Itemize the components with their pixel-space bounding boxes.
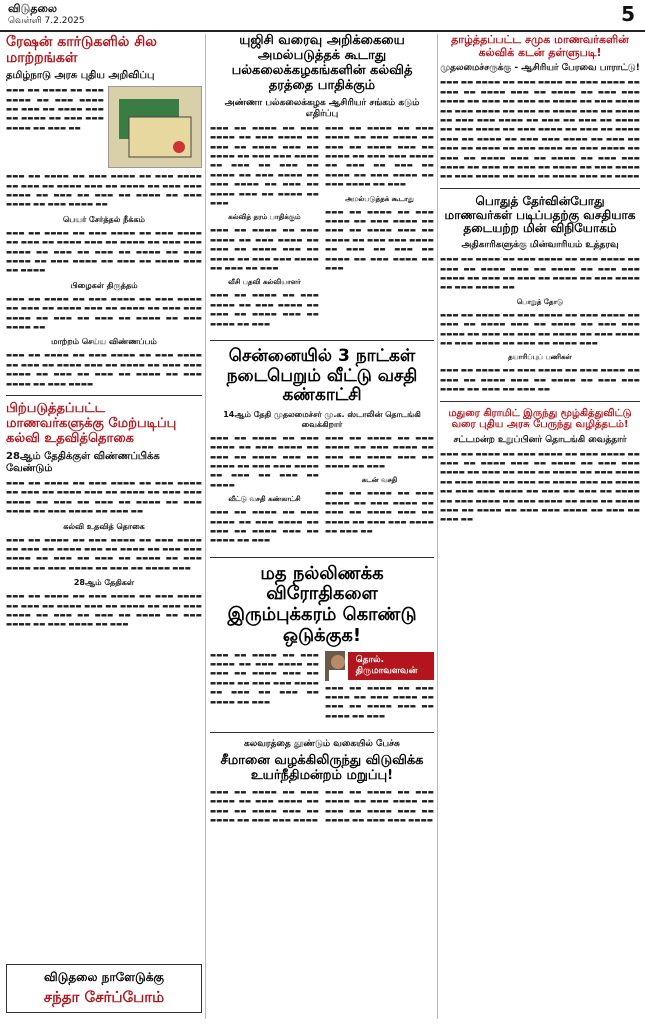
scholarship-subhead: 28ஆம் தேதிக்குள் விண்ணப்பிக்க வேண்டும் [6, 450, 160, 474]
ugc-subhead: அண்ணா பல்கலைக்கழக ஆசிரியர் சங்கம் கடும் எதிர்ப்பு [224, 97, 420, 119]
seeman-subhead: கலவரத்தை தூண்டும் வகையில் பேச்சு [244, 739, 400, 750]
column-left: ரேஷன் கார்டுகளில் சில மாற்றங்கள் தமிழ்நாடு அரசு புதிய அறிவிப்பு ▬▬▬ ▬▬ ▬▬▬▬ ▬▬ ▬▬▬ ▬▬▬▬ ▬▬ ▬▬▬ ▬▬▬▬ ▬▬ ▬▬▬ ▬▬ ▬▬▬▬ ▬▬▬ ▬▬ ▬▬▬▬ ▬▬ ▬▬▬ ▬▬▬ ▬▬▬▬ ▬▬ ▬▬▬ ▬▬ ▬▬▬ ▬▬ ▬▬▬▬ ▬▬ ▬▬▬ ▬▬▬▬ ▬▬ ▬▬▬ ▬▬▬▬ ▬▬ ▬▬▬ ▬▬ ▬▬▬▬ ▬▬▬ ▬▬ ▬▬▬▬ ▬▬ ▬▬▬ ▬▬▬ ▬▬▬▬ ▬▬ ▬▬▬ ▬▬ ▬▬▬ ▬▬ ▬▬▬▬ ▬▬ ▬▬▬ ▬▬▬▬ ▬▬ ▬▬▬ ▬▬▬▬ ▬▬ பெயர் சேர்த்தல் நீக்கம் ▬▬▬ ▬▬ ▬▬▬▬ ▬▬ ▬▬▬ ▬▬▬▬ ▬▬ ▬▬▬ ▬▬▬▬ ▬▬ ▬▬▬ ▬▬ ▬▬▬▬ ▬▬▬ ▬▬ ▬▬▬▬ ▬▬ ▬▬▬ ▬▬▬ ▬▬▬▬ ▬▬ ▬▬▬ ▬▬ ▬▬▬ ▬▬ ▬▬▬▬ ▬▬ ▬▬▬ ▬▬▬▬ ▬▬ ▬▬▬ ▬▬▬▬ ▬▬ ▬▬▬ ▬▬ ▬▬▬▬ ▬▬▬ ▬▬ ▬▬▬▬ பிழைகள் திருத்தம் ▬▬▬ ▬▬ ▬▬▬▬ ▬▬ ▬▬▬ ▬▬▬▬ ▬▬ ▬▬▬ ▬▬▬▬ ▬▬ ▬▬▬ ▬▬ ▬▬▬▬ ▬▬▬ ▬▬ ▬▬▬▬ ▬▬ ▬▬▬ ▬▬▬ ▬▬▬▬ ▬▬ ▬▬▬ ▬▬ ▬▬▬ ▬▬ ▬▬▬▬ ▬▬ ▬▬▬ ▬▬▬▬ ▬▬ மாற்றம் செய்ய விண்ணப்பம் ▬▬▬ ▬▬ ▬▬▬▬ ▬▬ ▬▬▬ ▬▬▬▬ ▬▬ ▬▬▬ ▬▬▬▬ ▬▬ ▬▬▬ ▬▬ ▬▬▬▬ ▬▬▬ ▬▬ ▬▬▬▬ ▬▬ ▬▬▬ ▬▬▬ ▬▬▬▬ ▬▬ ▬▬▬ ▬▬ ▬▬▬ ▬▬ ▬▬▬▬ ▬▬ ▬▬▬ ▬▬▬▬ ▬▬ ▬▬▬ ▬▬▬▬ பிற்படுத்தப்பட்ட மாணவர்களுக்கு மேற்படிப்பு கல்வி உதவித்தொகை 28ஆம் தேதிக்குள் விண்ணப்பிக்க வேண்டும் ▬▬▬ ▬▬ ▬▬▬▬ ▬▬ ▬▬▬ ▬▬▬▬ ▬▬ ▬▬▬ ▬▬▬▬ ▬▬ ▬▬▬ ▬▬ ▬▬▬▬ ▬▬▬ ▬▬ ▬▬▬▬ ▬▬ ▬▬▬ ▬▬▬ ▬▬▬▬ ▬▬ ▬▬▬ ▬▬ ▬▬▬ ▬▬ ▬▬▬▬ ▬▬ ▬▬▬ ▬▬▬▬ ▬▬ ▬▬▬ ▬▬▬▬ ▬▬ ▬▬▬ ▬▬ கல்வி உதவித் தொகை ▬▬▬ ▬▬ ▬▬▬▬ ▬▬ ▬▬▬ ▬▬▬▬ ▬▬ ▬▬▬ ▬▬▬▬ ▬▬ ▬▬▬ ▬▬ ▬▬▬▬ ▬▬▬ ▬▬ ▬▬▬▬ ▬▬ ▬▬▬ ▬▬▬ ▬▬▬▬ ▬▬ ▬▬▬ ▬▬ ▬▬▬ ▬▬ ▬▬▬▬ ▬▬ ▬▬▬ ▬▬▬▬ ▬▬ ▬▬▬ ▬▬▬▬ ▬▬ ▬▬▬ ▬▬ ▬▬▬▬ ▬▬▬ 28ஆம் தேதிகள் ▬▬▬ ▬▬ ▬▬▬▬ ▬▬ ▬▬▬ ▬▬▬▬ ▬▬ ▬▬▬ ▬▬▬▬ ▬▬ ▬▬▬ ▬▬ ▬▬▬▬ ▬▬▬ ▬▬ ▬▬▬▬ ▬▬ ▬▬▬ ▬▬▬ ▬▬▬▬ ▬▬ ▬▬▬ ▬▬ ▬▬▬ ▬▬ ▬▬▬▬ ▬▬ ▬▬▬ ▬▬▬▬ ▬▬ ▬▬▬ ▬▬▬▬ ▬▬ ▬▬▬ விடுதலை நாளேடுக்கு சந்தா சேர்ப்போம் [6, 34, 202, 635]
section-subhead: அமல்படுத்தக் கூடாது [344, 194, 415, 203]
section-subhead: பெயர் சேர்த்தல் நீக்கம் [63, 214, 145, 224]
author-photo [325, 651, 345, 681]
power-supply-headline: பொதுத் தேர்வின்போது மாணவர்கள் படிப்பதற்கு வசதியாக தடையற்ற மின் விநியோகம் [444, 193, 636, 236]
column-center: யுஜிசி வரைவு அறிக்கையை அமல்படுத்தக் கூடாது பல்கலைக்கழகங்களின் கல்வித் தரத்தை பாதிக்கும் அண்ணா பல்கலைக்கழக ஆசிரியர் சங்கம் கடும் எதிர்ப்பு ▬▬▬ ▬▬ ▬▬▬▬ ▬▬ ▬▬▬ ▬▬▬▬ ▬▬ ▬▬▬ ▬▬▬▬ ▬▬ ▬▬▬ ▬▬ ▬▬▬▬ ▬▬▬ ▬▬ ▬▬▬▬ ▬▬ ▬▬▬ ▬▬▬ ▬▬▬▬ ▬▬ ▬▬▬ ▬▬ ▬▬▬ ▬▬ ▬▬▬▬ ▬▬ ▬▬▬ ▬▬▬▬ ▬▬ ▬▬▬ ▬▬▬▬ ▬▬ ▬▬▬ ▬▬ ▬▬▬▬ ▬▬▬ ▬▬ ▬▬▬▬ ▬▬ ▬▬▬ கல்வித் தரம் பாதிக்கும் ▬▬▬ ▬▬ ▬▬▬▬ ▬▬ ▬▬▬ ▬▬▬▬ ▬▬ ▬▬▬ ▬▬▬▬ ▬▬ ▬▬▬ ▬▬ ▬▬▬▬ ▬▬▬ ▬▬ ▬▬▬▬ ▬▬ ▬▬▬ ▬▬▬ ▬▬▬▬ ▬▬ ▬▬▬ ▬▬ ▬▬▬ வீசி பதவி கல்வியாளர் ▬▬▬ ▬▬ ▬▬▬▬ ▬▬ ▬▬▬ ▬▬▬▬ ▬▬ ▬▬▬ ▬▬▬▬ ▬▬ ▬▬▬ ▬▬ ▬▬▬▬ ▬▬▬ ▬▬ ▬▬▬▬ ▬▬ ▬▬▬ ▬▬▬ ▬▬ ▬▬▬▬ ▬▬ ▬▬▬ ▬▬▬▬ ▬▬ ▬▬▬ ▬▬▬▬ ▬▬ ▬▬▬ ▬▬ ▬▬▬▬ ▬▬▬ ▬▬ ▬▬▬▬ ▬▬ ▬▬▬ ▬▬▬ ▬▬▬▬ ▬▬ ▬▬▬ ▬▬ ▬▬▬ ▬▬ ▬▬▬▬ ▬▬ ▬▬▬ ▬▬▬▬ ▬▬ ▬▬▬ ▬▬▬▬ ▬▬ ▬▬▬ அமல்படுத்தக் கூடாது ▬▬▬ ▬▬ ▬▬▬▬ ▬▬ ▬▬▬ ▬▬▬▬ ▬▬ ▬▬▬ ▬▬▬▬ ▬▬ ▬▬▬ ▬▬ ▬▬▬▬ ▬▬▬ ▬▬ ▬▬▬▬ ▬▬ ▬▬▬ ▬▬▬ ▬▬▬▬ ▬▬ ▬▬▬ ▬▬ ▬▬▬ ▬▬ ▬▬▬▬ ▬▬ ▬▬▬ ▬▬▬▬ ▬▬ ▬▬▬ சென்னையில் 3 நாட்கள் நடைபெறும் வீட்டு வசதி கண்காட்சி 14ஆம் தேதி முதலமைச்சர் மு.க. ஸ்டாலின் தொடங்கி வைக்கிறார் ▬▬▬ ▬▬ ▬▬▬▬ ▬▬ ▬▬▬ ▬▬▬▬ ▬▬ ▬▬▬ ▬▬▬▬ ▬▬ ▬▬▬ ▬▬ ▬▬▬▬ ▬▬▬ ▬▬ ▬▬▬▬ ▬▬ ▬▬▬ ▬▬▬ ▬▬▬▬ ▬▬ ▬▬▬ ▬▬ ▬▬▬ ▬▬ ▬▬▬▬ வீட்டு வசதி கண்காட்சி ▬▬▬ ▬▬ ▬▬▬▬ ▬▬ ▬▬▬ ▬▬▬▬ ▬▬ ▬▬▬ ▬▬▬▬ ▬▬ ▬▬▬ ▬▬ ▬▬▬▬ ▬▬▬ ▬▬ ▬▬▬▬ ▬▬ ▬▬▬ ▬▬▬ ▬▬ ▬▬▬▬ ▬▬ ▬▬▬ ▬▬▬▬ ▬▬ ▬▬▬ ▬▬▬▬ ▬▬ ▬▬▬ ▬▬ ▬▬▬▬ ▬▬▬ ▬▬ ▬▬▬▬ ▬▬ ▬▬▬ கடன் வசதி ▬▬▬ ▬▬ ▬▬▬▬ ▬▬ ▬▬▬ ▬▬▬▬ ▬▬ ▬▬▬ ▬▬▬▬ ▬▬ ▬▬▬ ▬▬ ▬▬▬▬ ▬▬▬ ▬▬ ▬▬▬▬ ▬▬ ▬▬▬ ▬▬▬ ▬▬▬▬ ▬▬ ▬▬▬ ▬▬ மத நல்லிணக்க விரோதிகளை இரும்புக்கரம் கொண்டு ஒடுக்குக! ▬▬▬ ▬▬ ▬▬▬▬ ▬▬ ▬▬▬ ▬▬▬▬ ▬▬ ▬▬▬ ▬▬▬▬ ▬▬ ▬▬▬ ▬▬ ▬▬▬▬ ▬▬▬ ▬▬ ▬▬▬▬ ▬▬ ▬▬▬ ▬▬▬ ▬▬▬▬ ▬▬ ▬▬▬ ▬▬ ▬▬▬ ▬▬ ▬▬▬▬ ▬▬ ▬▬▬ தொல். திருமாவளவன் ▬▬▬ ▬▬ ▬▬▬▬ ▬▬ ▬▬▬ ▬▬▬▬ ▬▬ ▬▬▬ ▬▬▬▬ ▬▬ ▬▬▬ ▬▬ ▬▬▬▬ ▬▬▬ ▬▬ ▬▬▬▬ ▬▬ ▬▬▬ கலவரத்தை தூண்டும் வகையில் பேச்சு சீமானை வழக்கிலிருந்து விடுவிக்க உயர்நீதிமன்றம் மறுப்பு! ▬▬▬ ▬▬ ▬▬▬▬ ▬▬ ▬▬▬ ▬▬▬▬ ▬▬ ▬▬▬ ▬▬▬▬ ▬▬ ▬▬▬ ▬▬ ▬▬▬▬ ▬▬▬ ▬▬ ▬▬▬▬ ▬▬ ▬▬▬ ▬▬▬ ▬▬▬▬ ▬▬▬ ▬▬ ▬▬▬▬ ▬▬ ▬▬▬ ▬▬▬▬ ▬▬ ▬▬▬ ▬▬▬▬ ▬▬ ▬▬▬ ▬▬ ▬▬▬▬ ▬▬▬ ▬▬ ▬▬▬▬ ▬▬ ▬▬▬ ▬▬▬ ▬▬▬▬ [210, 33, 434, 825]
column-divider [205, 34, 206, 1019]
ad-line-2: சந்தா சேர்ப்போம் [43, 987, 165, 1006]
ugc-headline: யுஜிசி வரைவு அறிக்கையை அமல்படுத்தக் கூடாது பல்கலைக்கழகங்களின் கல்வித் தரத்தை பாதிக்கும் [231, 33, 413, 93]
section-subhead: வீட்டு வசதி கண்காட்சி [228, 495, 301, 504]
bus-route-subhead: சட்டமன்ற உறுப்பினர் தொடங்கி வைத்தார் [453, 434, 627, 445]
education-loan-subhead: முதலமைச்சருக்கு - ஆசிரியர் பேரவை பாராட்டு! [440, 63, 640, 74]
ration-card-subhead: தமிழ்நாடு அரசு புதிய அறிவிப்பு [6, 70, 155, 82]
scholarship-headline: பிற்படுத்தப்பட்ட மாணவர்களுக்கு மேற்படிப்பு கல்வி உதவித்தொகை [6, 401, 177, 446]
column-divider [437, 34, 438, 1019]
ad-line-1: விடுதலை நாளேடுக்கு [44, 970, 164, 984]
ration-card-headline: ரேஷன் கார்டுகளில் சில மாற்றங்கள் [6, 34, 157, 67]
page-number: 5 [621, 2, 635, 26]
section-subhead: தயாரிப்புப் பணிகள் [508, 353, 572, 362]
section-subhead: வீசி பதவி கல்வியாளர் [228, 278, 301, 287]
issue-date: வெள்ளி 7.2.2025 [8, 16, 85, 26]
housing-expo-subhead: 14ஆம் தேதி முதலமைச்சர் மு.க. ஸ்டாலின் தொடங்கி வைக்கிறார் [223, 409, 421, 429]
section-subhead: 28ஆம் தேதிகள் [73, 578, 135, 588]
education-loan-headline: தாழ்த்தப்பட்ட சமுக மாணவர்களின் கல்விக் கடன் தள்ளுபடி! [451, 33, 629, 59]
section-subhead: கடன் வசதி [361, 476, 398, 485]
seeman-headline: சீமானை வழக்கிலிருந்து விடுவிக்க உயர்நீதிமன்றம் மறுப்பு! [220, 753, 424, 784]
subscription-ad [6, 964, 202, 1013]
author-byline: தொல். திருமாவளவன் [348, 652, 434, 680]
masthead [0, 0, 645, 32]
column-right: தாழ்த்தப்பட்ட சமுக மாணவர்களின் கல்விக் கடன் தள்ளுபடி! முதலமைச்சருக்கு - ஆசிரியர் பேரவை பாராட்டு! ▬▬▬ ▬▬ ▬▬▬▬ ▬▬ ▬▬▬ ▬▬▬▬ ▬▬ ▬▬▬ ▬▬▬▬ ▬▬ ▬▬▬ ▬▬ ▬▬▬▬ ▬▬▬ ▬▬ ▬▬▬▬ ▬▬ ▬▬▬ ▬▬▬ ▬▬▬▬ ▬▬ ▬▬▬ ▬▬ ▬▬▬ ▬▬ ▬▬▬▬ ▬▬ ▬▬▬ ▬▬▬▬ ▬▬ ▬▬▬ ▬▬▬▬ ▬▬ ▬▬▬ ▬▬ ▬▬▬▬ ▬▬▬ ▬▬ ▬▬▬▬ ▬▬ ▬▬▬ ▬▬▬ ▬▬▬▬ ▬▬ ▬▬▬ ▬▬ ▬▬▬ ▬▬ ▬▬▬▬ ▬▬ ▬▬▬ ▬▬▬▬ ▬▬ ▬▬▬ ▬▬▬▬ ▬▬ ▬▬▬ ▬▬ ▬▬▬▬ ▬▬▬ ▬▬ ▬▬▬▬ ▬▬ ▬▬▬ ▬▬▬ ▬▬▬▬ ▬▬ ▬▬▬ ▬▬ ▬▬▬ ▬▬ ▬▬▬▬ ▬▬ ▬▬▬ ▬▬▬▬ ▬▬ ▬▬▬ ▬▬▬▬ ▬▬ ▬▬▬ ▬▬ ▬▬▬▬ ▬▬▬ ▬▬ ▬▬▬▬ ▬▬ ▬▬▬ ▬▬▬ ▬▬▬▬ ▬▬ ▬▬▬ ▬▬ ▬▬▬ ▬▬ ▬▬▬▬ ▬▬ ▬▬▬ ▬▬▬▬ ▬▬ ▬▬▬ ▬▬▬▬ ▬▬ ▬▬▬ ▬▬ ▬▬▬▬ ▬▬▬ ▬▬ ▬▬▬▬ பொதுத் தேர்வின்போது மாணவர்கள் படிப்பதற்கு வசதியாக தடையற்ற மின் விநியோகம் அதிகாரிகளுக்கு மின்வாரியம் உத்தரவு ▬▬▬ ▬▬ ▬▬▬▬ ▬▬ ▬▬▬ ▬▬▬▬ ▬▬ ▬▬▬ ▬▬▬▬ ▬▬ ▬▬▬ ▬▬ ▬▬▬▬ ▬▬▬ ▬▬ ▬▬▬▬ ▬▬ ▬▬▬ ▬▬▬ ▬▬▬▬ ▬▬ ▬▬▬ ▬▬ ▬▬▬ ▬▬ ▬▬▬▬ ▬▬ ▬▬▬ ▬▬▬▬ ▬▬ ▬▬▬ ▬▬▬▬ ▬▬ பொறுத் தோடு ▬▬▬ ▬▬ ▬▬▬▬ ▬▬ ▬▬▬ ▬▬▬▬ ▬▬ ▬▬▬ ▬▬▬▬ ▬▬ ▬▬▬ ▬▬ ▬▬▬▬ ▬▬▬ ▬▬ ▬▬▬▬ ▬▬ ▬▬▬ ▬▬▬ ▬▬▬▬ ▬▬ ▬▬▬ ▬▬ ▬▬▬ ▬▬ ▬▬▬▬ ▬▬ ▬▬▬ ▬▬▬▬ ▬▬ ▬▬▬ ▬▬▬▬ ▬▬ ▬▬▬ ▬▬ ▬▬▬▬ ▬▬▬ தயாரிப்புப் பணிகள் ▬▬▬ ▬▬ ▬▬▬▬ ▬▬ ▬▬▬ ▬▬▬▬ ▬▬ ▬▬▬ ▬▬▬▬ ▬▬ ▬▬▬ ▬▬ ▬▬▬▬ ▬▬▬ ▬▬ ▬▬▬▬ ▬▬ ▬▬▬ ▬▬▬ ▬▬▬▬ ▬▬ ▬▬▬ ▬▬ ▬▬▬ ▬▬ மதுரை கிராமிட் இருந்து மூழ்கித்துவிட்டு வரை புதிய அரசு பேருந்து வழித்தடம்! சட்டமன்ற உறுப்பினர் தொடங்கி வைத்தார் ▬▬▬ ▬▬ ▬▬▬▬ ▬▬ ▬▬▬ ▬▬▬▬ ▬▬ ▬▬▬ ▬▬▬▬ ▬▬ ▬▬▬ ▬▬ ▬▬▬▬ ▬▬▬ ▬▬ ▬▬▬▬ ▬▬ ▬▬▬ ▬▬▬ ▬▬▬▬ ▬▬ ▬▬▬ ▬▬ ▬▬▬ ▬▬ ▬▬▬▬ ▬▬ ▬▬▬ ▬▬▬▬ ▬▬ ▬▬▬ ▬▬▬▬ ▬▬ ▬▬▬ ▬▬ ▬▬▬▬ ▬▬▬ ▬▬ ▬▬▬▬ ▬▬ ▬▬▬ ▬▬▬ ▬▬▬▬ ▬▬ ▬▬▬ ▬▬ ▬▬▬ ▬▬ ▬▬▬▬ ▬▬ ▬▬▬ ▬▬▬▬ ▬▬ ▬▬▬ ▬▬▬▬ ▬▬ ▬▬▬ ▬▬ ▬▬▬▬ ▬▬▬ ▬▬ ▬▬▬▬ ▬▬ ▬▬▬ ▬▬▬ ▬▬▬▬ ▬▬ ▬▬▬ ▬▬ ▬▬▬ ▬▬ [440, 33, 640, 524]
power-supply-subhead: அதிகாரிகளுக்கு மின்வாரியம் உத்தரவு [461, 240, 619, 251]
bus-route-headline: மதுரை கிராமிட் இருந்து மூழ்கித்துவிட்டு வரை புதிய அரசு பேருந்து வழித்தடம்! [448, 407, 632, 431]
section-subhead: மாற்றம் செய்ய விண்ணப்பம் [51, 337, 157, 347]
newspaper-name: விடுதலை [8, 2, 58, 15]
section-subhead: கல்வித் தரம் பாதிக்கும் [228, 213, 301, 222]
section-subhead: கல்வி உதவித் தொகை [63, 521, 145, 531]
ration-card-photo [108, 86, 202, 168]
article-body: ▬▬▬ ▬▬ ▬▬▬▬ ▬▬ ▬▬▬ ▬▬▬▬ ▬▬ ▬▬▬ ▬▬▬▬ ▬▬ ▬▬▬ ▬▬ ▬▬▬▬ ▬▬▬ ▬▬ ▬▬▬▬ ▬▬ ▬▬▬ ▬▬▬ ▬▬▬▬ ▬▬ ▬▬▬ ▬▬ [6, 86, 104, 132]
communal-harmony-headline: மத நல்லிணக்க விரோதிகளை இரும்புக்கரம் கொண்டு ஒடுக்குக! [227, 562, 417, 646]
section-subhead: பிழைகள் திருத்தம் [70, 280, 138, 290]
section-subhead: பொறுத் தோடு [516, 297, 564, 306]
housing-expo-headline: சென்னையில் 3 நாட்கள் நடைபெறும் வீட்டு வசதி கண்காட்சி [226, 346, 418, 406]
